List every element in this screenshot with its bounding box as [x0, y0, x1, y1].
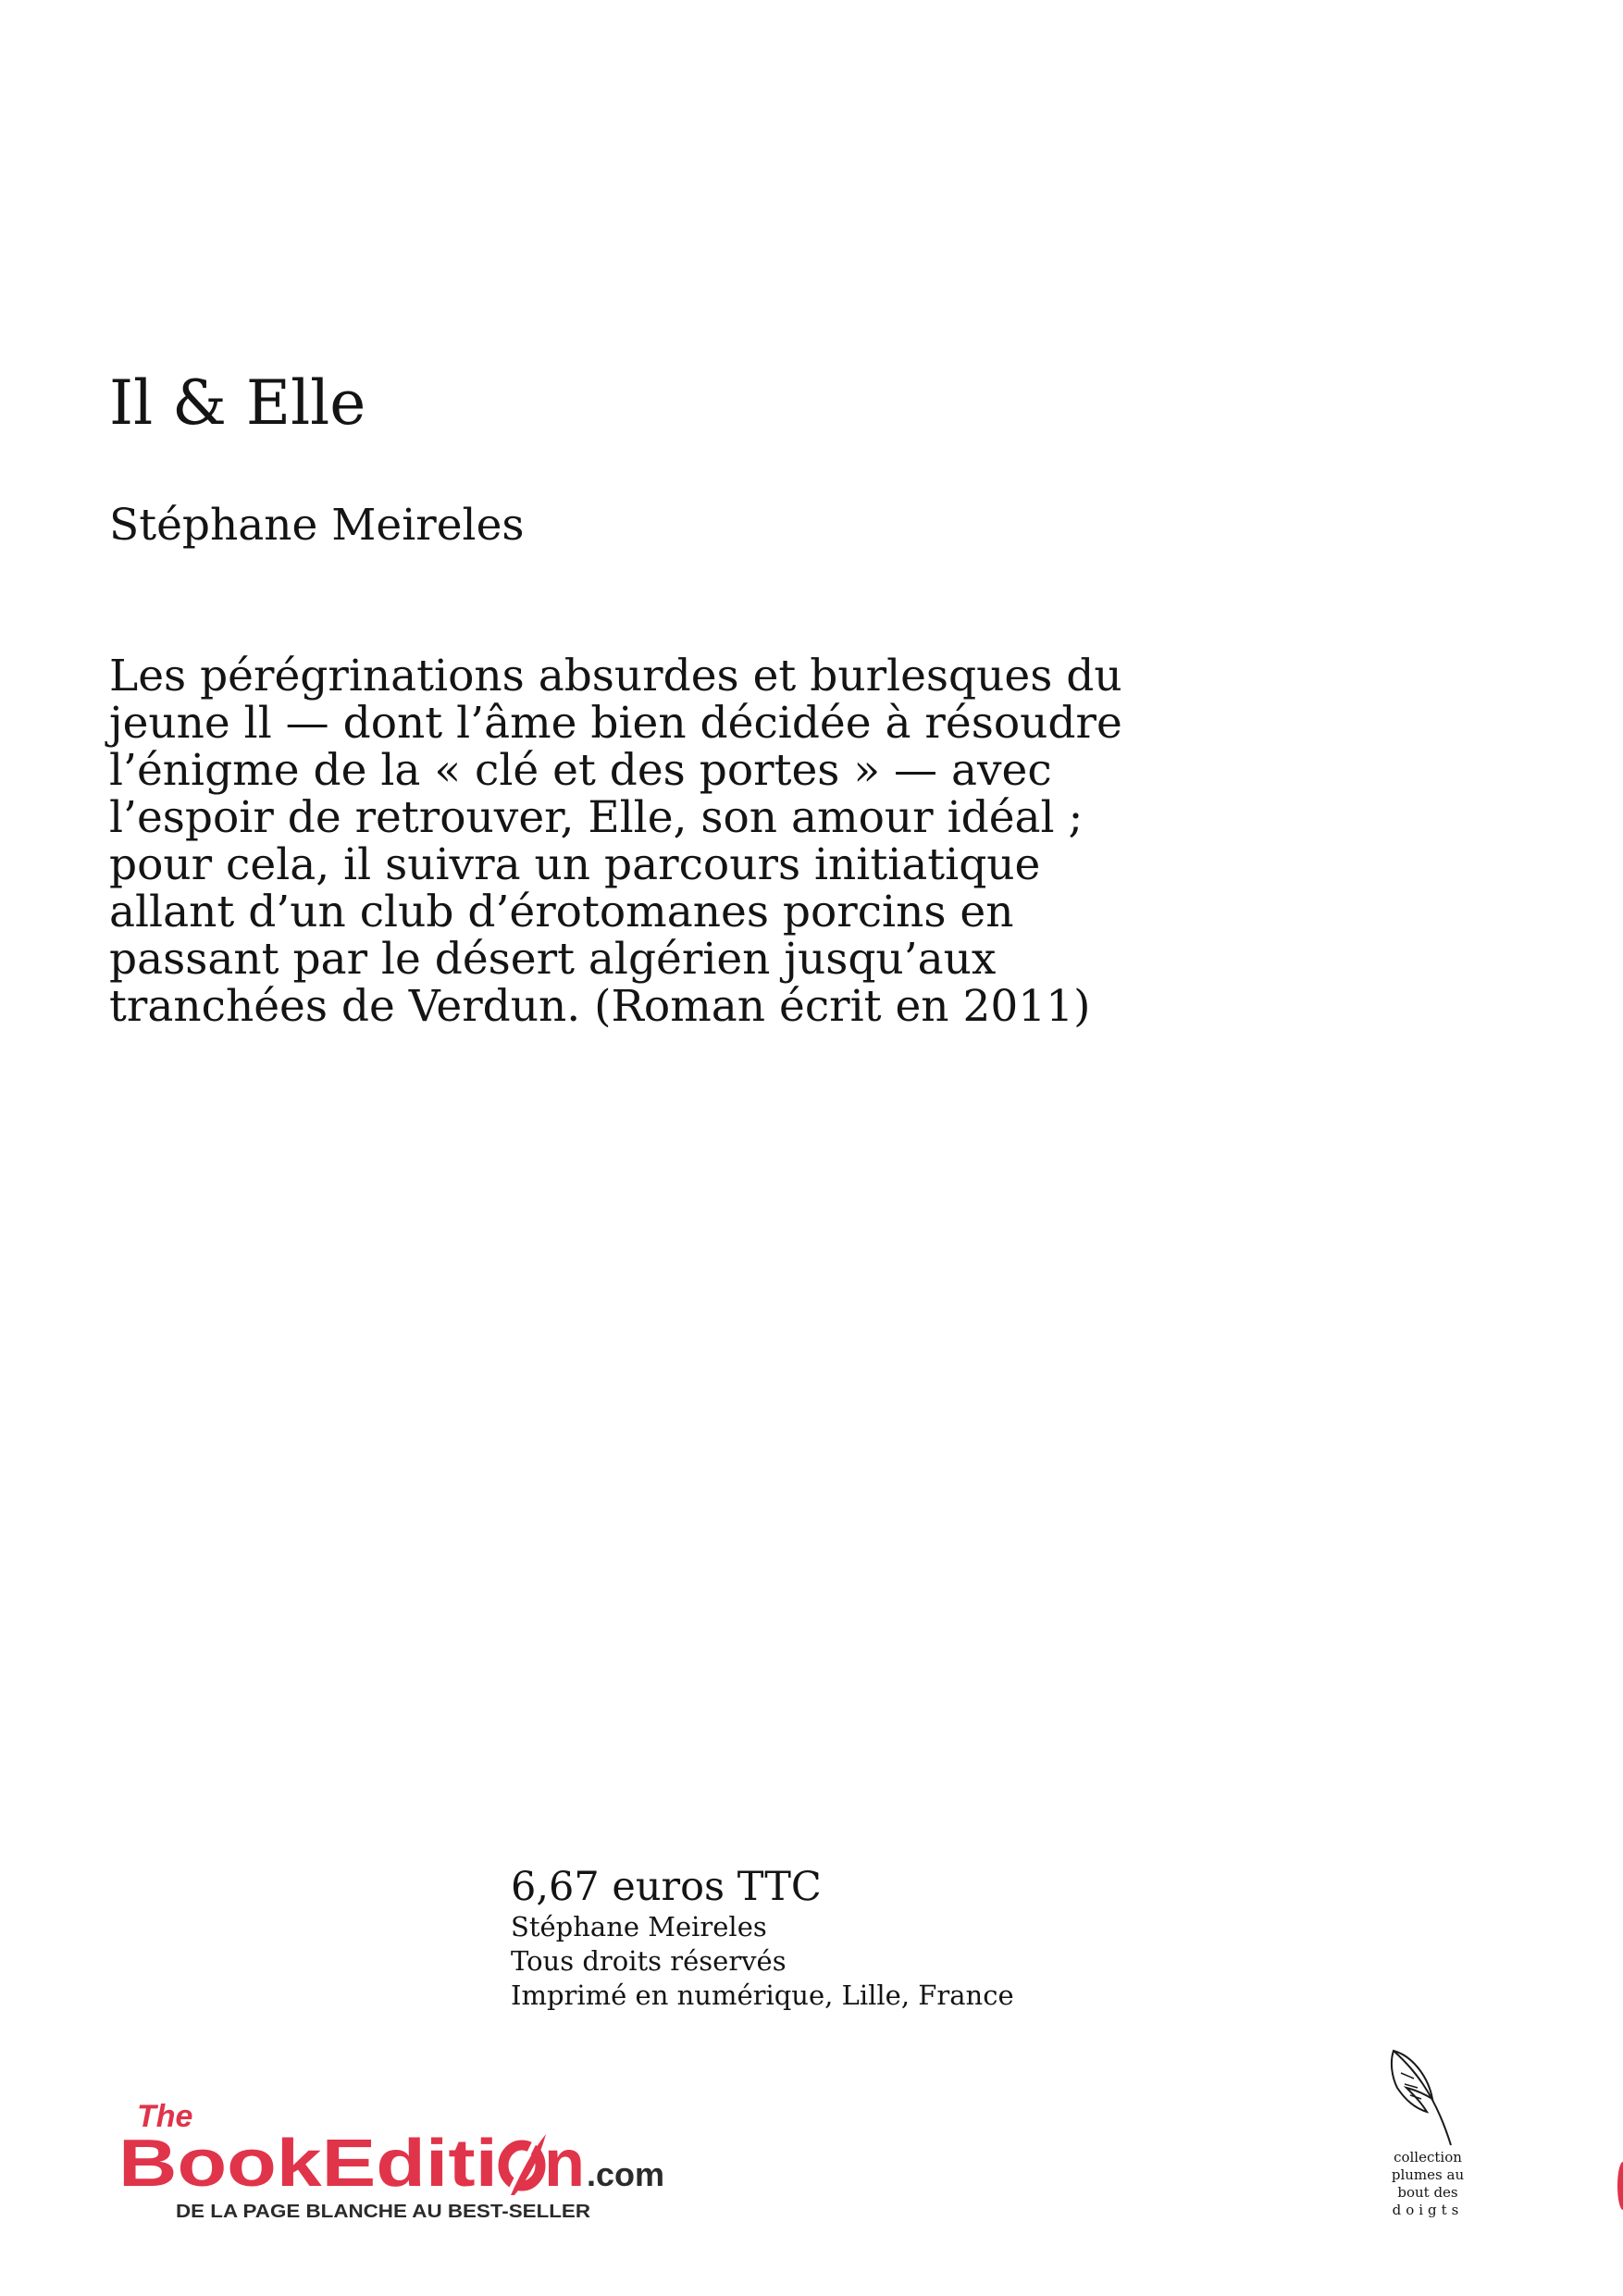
price: 6,67 euros TTC: [511, 1864, 822, 1910]
summary-line: tranchées de Verdun. (Roman écrit en 2011): [109, 981, 1091, 1032]
edge-mark: [1608, 2156, 1623, 2215]
logo-book-edition: BookEditi: [118, 2127, 498, 2201]
logo-com: .com: [587, 2155, 665, 2193]
publisher-logo-graphic: [113, 2093, 668, 2223]
book-title: Il & Elle: [109, 367, 366, 439]
summary-line: Les pérégrinations absurdes et burlesques du: [109, 651, 1122, 701]
summary-line: l’espoir de retrouver, Elle, son amour idéal ;: [109, 792, 1084, 843]
feather-icon: [1386, 2047, 1460, 2149]
collection-line: bout des: [1397, 2184, 1458, 2201]
summary-line: l’énigme de la « clé et des portes » — avec: [109, 745, 1052, 796]
collection-line: doigts: [1392, 2202, 1464, 2218]
logo-n: n: [544, 2127, 585, 2201]
collection-mark: [1377, 2047, 1479, 2219]
summary-line: allant d’un club d’érotomanes porcins en: [109, 887, 1014, 937]
collection-line: plumes au: [1391, 2166, 1465, 2183]
book-summary: [109, 652, 1312, 1030]
publisher-logo: [113, 2093, 668, 2223]
summary-line: pour cela, il suivra un parcours initiatique: [109, 839, 1041, 890]
collection-line: collection: [1394, 2149, 1462, 2166]
logo-feather-o: [503, 2134, 546, 2195]
summary-line: passant par le désert algérien jusqu’aux: [109, 934, 997, 985]
summary-line: jeune ll — dont l’âme bien décidée à résoudre: [109, 698, 1122, 749]
printing-notice: Imprimé en numérique, Lille, France: [511, 1980, 1014, 2011]
rights-notice: Tous droits réservés: [511, 1945, 787, 1977]
colophon-author: Stéphane Meireles: [511, 1911, 767, 1942]
logo-the: The: [137, 2099, 193, 2134]
book-author: Stéphane Meireles: [109, 500, 525, 551]
colophon: [511, 1864, 1014, 2013]
logo-tagline: DE LA PAGE BLANCHE AU BEST-SELLER: [176, 2202, 591, 2222]
